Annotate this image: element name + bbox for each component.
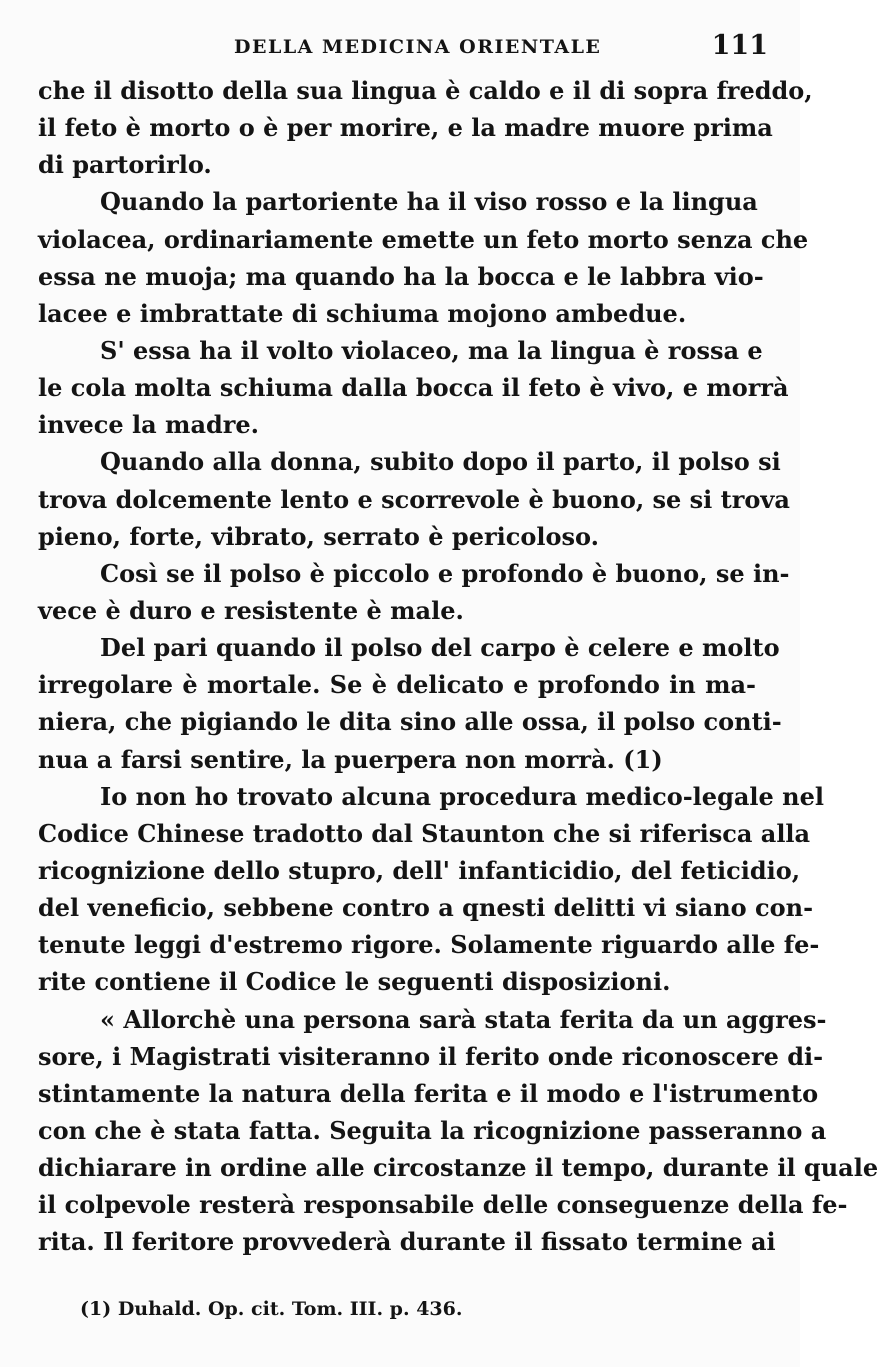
text-line: S' essa ha il volto violaceo, ma la lingua è rossa e	[100, 335, 763, 365]
running-title: DELLA MEDICINA ORIENTALE	[234, 36, 602, 58]
text-line: sore, i Magistrati visiteranno il ferito onde riconoscere di-	[38, 1041, 824, 1071]
text-line: « Allorchè una persona sarà stata ferita da un aggres-	[100, 1004, 827, 1034]
page-number: 111	[711, 30, 768, 61]
text-line: il colpevole resterà responsabile delle conseguenze della fe-	[38, 1190, 848, 1220]
text-line: Codice Chinese tradotto dal Staunton che si riferisca alla	[38, 818, 811, 848]
text-line: essa ne muoja; ma quando ha la bocca e le labbra vio-	[38, 261, 764, 291]
text-line: del veneficio, sebbene contro a qnesti delitti vi siano con-	[38, 893, 814, 923]
text-line: niera, che pigiando le dita sino alle ossa, il polso conti-	[38, 707, 782, 737]
text-line: stintamente la natura della ferita e il modo e l'istrumento	[38, 1078, 819, 1108]
text-line: vece è duro e resistente è male.	[38, 595, 464, 625]
footnote: (1) Duhald. Op. cit. Tom. III. p. 436.	[80, 1298, 463, 1320]
text-line: rita. Il feritore provvederà durante il fissato termine ai	[38, 1227, 776, 1257]
body-text	[38, 72, 878, 1261]
text-line: il feto è morto o è per morire, e la madre muore prima	[38, 113, 773, 143]
text-line: Del pari quando il polso del carpo è celere e molto	[100, 633, 780, 663]
text-line: Così se il polso è piccolo e profondo è buono, se in-	[100, 558, 790, 588]
text-line: tenute leggi d'estremo rigore. Solamente riguardo alle fe-	[38, 930, 820, 960]
text-line: Quando alla donna, subito dopo il parto, il polso si	[100, 447, 781, 477]
text-line: le cola molta schiuma dalla bocca il feto è vivo, e morrà	[38, 373, 789, 403]
text-line: pieno, forte, vibrato, serrato è pericoloso.	[38, 521, 599, 551]
text-line: irregolare è mortale. Se è delicato e profondo in ma-	[38, 670, 756, 700]
text-line: dichiarare in ordine alle circostanze il tempo, durante il quale	[38, 1153, 878, 1183]
text-line: Io non ho trovato alcuna procedura medico-legale nel	[100, 781, 824, 811]
text-line: invece la madre.	[38, 410, 260, 440]
text-line: violacea, ordinariamente emette un feto morto senza che	[38, 224, 809, 254]
text-line: trova dolcemente lento e scorrevole è buono, se si trova	[38, 484, 790, 514]
text-line: che il disotto della sua lingua è caldo e il di sopra freddo,	[38, 76, 813, 105]
text-line: con che è stata fatta. Seguita la ricognizione passeranno a	[38, 1115, 827, 1145]
page-header	[38, 30, 768, 66]
text-line: di partorirlo.	[38, 150, 212, 180]
text-line: lacee e imbrattate di schiuma mojono ambedue.	[38, 298, 687, 328]
text-line: nua a farsi sentire, la puerpera non morrà. (1)	[38, 744, 663, 774]
text-line: Quando la partoriente ha il viso rosso e la lingua	[100, 187, 758, 217]
text-line: rite contiene il Codice le seguenti disposizioni.	[38, 967, 671, 997]
text-line: ricognizione dello stupro, dell' infanticidio, del feticidio,	[38, 855, 801, 885]
